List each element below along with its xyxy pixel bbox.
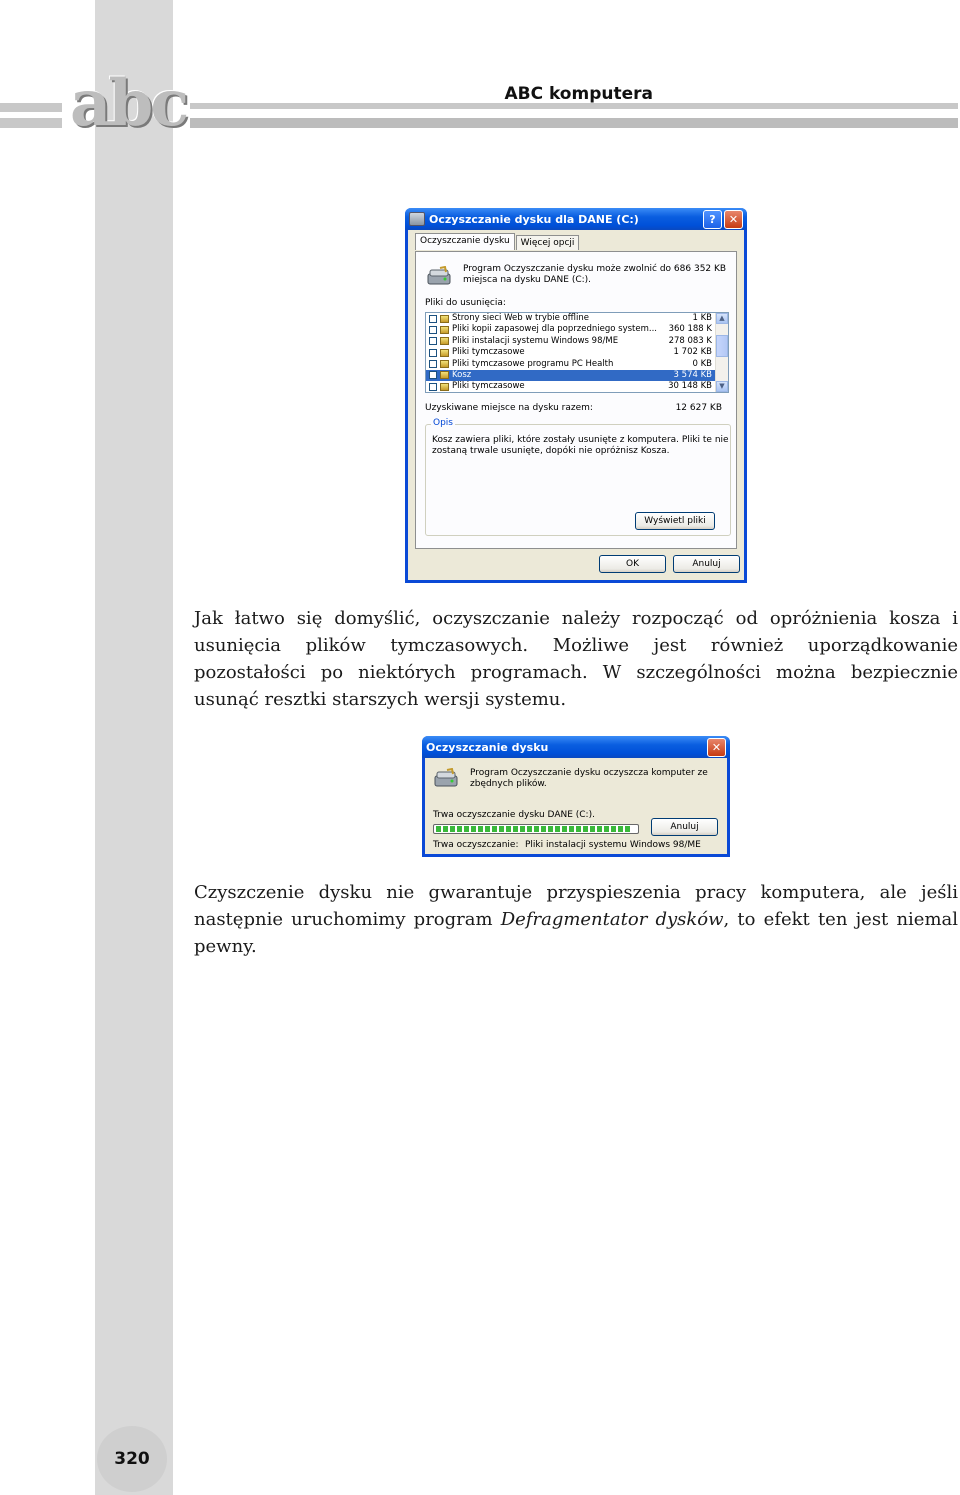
ok-button[interactable]: OK — [599, 555, 666, 573]
file-list-item[interactable] — [426, 347, 728, 358]
abc-logo: abc — [70, 66, 187, 141]
item-size: 278 083 K — [668, 335, 712, 346]
space-label: Uzyskiwane miejsce na dysku razem: — [425, 403, 593, 413]
page-number: 320 — [97, 1426, 167, 1492]
help-button[interactable]: ? — [703, 210, 722, 229]
paragraph-2-end: , to efekt ten jest niemal pewny. — [194, 909, 959, 957]
progress-label: Trwa oczyszczanie dysku DANE (C:). — [433, 810, 595, 820]
progress-titlebar[interactable] — [422, 736, 730, 758]
header-rule-left — [0, 103, 62, 112]
side-band — [95, 0, 173, 1495]
progress-close-button[interactable]: ✕ — [707, 738, 726, 757]
cleanup-progress-window — [422, 736, 730, 857]
status-value: Pliki instalacji systemu Windows 98/ME — [525, 840, 701, 850]
item-size: 3 574 KB — [673, 369, 712, 380]
hard-drive-icon — [426, 266, 452, 288]
header-rule-right-2 — [190, 118, 958, 128]
disk-cleanup-icon — [409, 212, 425, 226]
description-legend: Opis — [433, 418, 453, 428]
item-checkbox[interactable] — [429, 349, 437, 357]
cancel-button[interactable]: Anuluj — [673, 555, 740, 573]
file-list-item[interactable] — [426, 359, 728, 370]
file-category-icon — [440, 383, 449, 391]
file-category-icon — [440, 360, 449, 368]
progress-message-1: Program Oczyszczanie dysku oczyszcza komputer ze — [470, 768, 708, 778]
description-line-1: Kosz zawiera pliki, które zostały usunięte z komputera. Pliki te nie — [432, 435, 729, 445]
file-list-item[interactable] — [426, 381, 728, 392]
file-list-item[interactable] — [426, 336, 728, 347]
item-name: Pliki tymczasowe — [452, 347, 525, 358]
window-titlebar[interactable] — [405, 208, 747, 230]
item-size: 30 148 KB — [668, 381, 712, 392]
description-line-2: zostaną trwale usunięte, dopóki nie opróżnisz Kosza. — [432, 446, 670, 456]
item-checkbox[interactable] — [429, 315, 437, 323]
item-checkbox[interactable] — [429, 371, 437, 379]
item-name: Strony sieci Web w trybie offline — [452, 313, 589, 323]
item-size: 360 188 K — [668, 324, 712, 335]
progress-cancel-button[interactable]: Anuluj — [651, 818, 718, 836]
status-label: Trwa oczyszczanie: — [433, 840, 519, 850]
tab-disk-cleanup[interactable]: Oczyszczanie dysku — [415, 233, 515, 250]
file-list-item[interactable] — [426, 370, 728, 381]
tab-more-options[interactable]: Więcej opcji — [516, 235, 580, 250]
list-scrollbar[interactable] — [715, 313, 728, 392]
item-size: 1 702 KB — [673, 347, 712, 358]
scroll-down-icon[interactable]: ▼ — [716, 381, 728, 392]
file-category-icon — [440, 315, 449, 323]
file-list-item[interactable] — [426, 324, 728, 335]
file-category-icon — [440, 337, 449, 345]
item-name: Pliki kopii zapasowej dla poprzedniego system... — [452, 324, 657, 335]
tab-panel — [415, 251, 737, 549]
paragraph-2-text: Czyszczenie dysku nie gwarantuje przyspieszenia pracy komputera, ale jeśli następnie uruchomimy program — [194, 882, 958, 930]
defragmenter-name: Defragmentator dysków — [500, 909, 724, 930]
files-label: Pliki do usunięcia: — [425, 298, 506, 308]
cleanup-drive-icon — [433, 768, 459, 790]
item-name: Pliki instalacji systemu Windows 98/ME — [452, 335, 619, 346]
item-size: 0 KB — [692, 358, 712, 369]
window-title: Oczyszczanie dysku dla DANE (C:) — [429, 212, 639, 226]
file-category-icon — [440, 349, 449, 357]
item-checkbox[interactable] — [429, 383, 437, 391]
item-name: Kosz — [452, 369, 472, 380]
space-value: 12 627 KB — [675, 403, 722, 413]
item-size: 1 KB — [692, 313, 712, 323]
progress-message-2: zbędnych plików. — [470, 779, 547, 789]
item-checkbox[interactable] — [429, 360, 437, 368]
item-checkbox[interactable] — [429, 337, 437, 345]
running-head: ABC komputera — [504, 84, 653, 104]
description-group — [425, 418, 731, 536]
scroll-up-icon[interactable]: ▲ — [716, 313, 728, 324]
header-rule-left-2 — [0, 118, 62, 128]
file-category-icon — [440, 326, 449, 334]
view-files-button[interactable]: Wyświetl pliki — [635, 512, 715, 530]
files-list[interactable] — [425, 312, 729, 393]
paragraph-1: Jak łatwo się domyślić, oczyszczanie należy rozpocząć od opróżnienia kosza i usunięcia plików tymczasowych. Możliwe jest również uporządkowanie pozostałości po niektórych programach. W szczególności można bezpiecznie usunąć resztki starszych wersji systemu. — [194, 608, 958, 710]
paragraph-2 — [194, 879, 958, 960]
disk-cleanup-window — [405, 208, 747, 583]
intro-line-1: Program Oczyszczanie dysku może zwolnić do 686 352 KB — [463, 264, 727, 274]
progress-bar — [433, 824, 639, 834]
item-name: Pliki tymczasowe — [452, 381, 525, 392]
file-list-item[interactable] — [426, 313, 728, 324]
item-checkbox[interactable] — [429, 326, 437, 334]
intro-line-2: miejsca na dysku DANE (C:). — [463, 275, 592, 285]
progress-window-title: Oczyszczanie dysku — [426, 740, 549, 754]
scroll-thumb[interactable] — [716, 335, 728, 357]
progress-fill — [436, 826, 630, 832]
close-button[interactable]: ✕ — [724, 210, 743, 229]
file-category-icon — [440, 371, 449, 379]
item-name: Pliki tymczasowe programu PC Health — [452, 358, 614, 369]
